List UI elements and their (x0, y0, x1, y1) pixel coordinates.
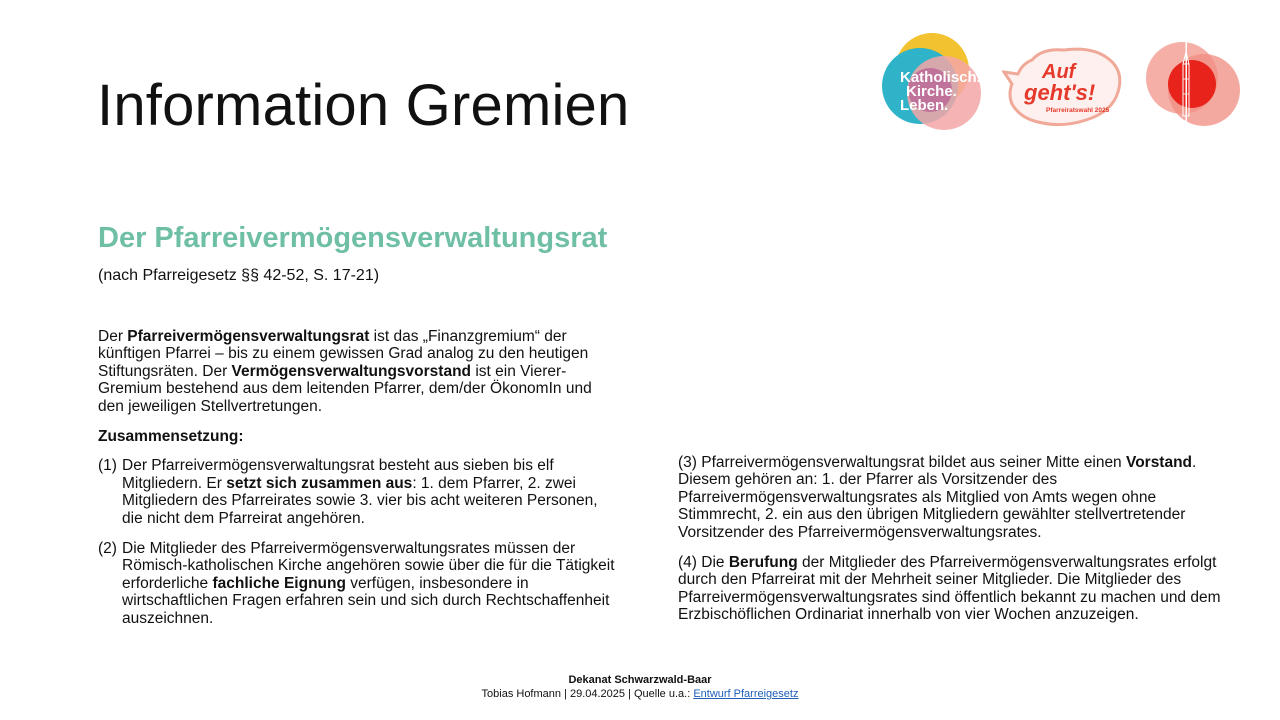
composition-heading: Zusammensetzung: (98, 428, 244, 446)
katholisch-kirche-leben-logo (880, 30, 990, 138)
list-item: (2) Die Mitglieder des Pfarreivermögensverwaltungsrates müssen der Römisch-katholischen Kirche angehören sowie über die für die Tätigkeit erforderliche fachliche Eignung verfügen, insbesondere in wirtschaftlichen Fragen erfahren sein und sich durch Rechtschaffenheit auszeichnen. (98, 540, 615, 627)
left-column (98, 328, 618, 640)
right-column (678, 454, 1228, 637)
svg-text:Katholisch.: Katholisch. (900, 69, 981, 86)
footer-meta: Tobias Hofmann | 29.04.2025 | Quelle u.a.: Entwurf Pfarreigesetz (481, 688, 799, 700)
footer-org: Dekanat Schwarzwald-Baar (568, 674, 712, 686)
svg-text:Kirche.: Kirche. (906, 83, 957, 100)
section-subtitle: Der Pfarreivermögensverwaltungsrat (98, 222, 608, 254)
source-reference: (nach Pfarreigesetz §§ 42-52, S. 17-21) (98, 267, 380, 284)
slide-title: Information Gremien (97, 73, 630, 138)
source-link[interactable]: Entwurf Pfarreigesetz (693, 688, 799, 700)
list-item: (3) Pfarreivermögensverwaltungsrat bildet aus seiner Mitte einen Vorstand. Diesem gehören an: 1. der Pfarrer als Vorsitzender des Pfarreivermögensverwaltungsrates als Mitglied von Amts wegen ohne Stimmrecht, 2. ein aus den übrigen Mitgliedern gewählter stellvertretender Vorsitzender des Pfarreivermögensverwaltungsrates. (678, 454, 1197, 541)
logo-group (880, 30, 1250, 140)
svg-text:geht's!: geht's! (1024, 80, 1096, 105)
svg-text:Leben.: Leben. (900, 97, 949, 114)
list-item: (4) Die Berufung der Mitglieder des Pfarreivermögensverwaltungsrates erfolgt durch den Pfarreirat mit der Mehrheit seiner Mitglieder. Die Mitglieder des Pfarreivermögensverwaltungsrates sind öffentlich bekannt zu machen und dem Erzbischöflichen Ordinariat innerhalb von vier Wochen anzuzeigen. (678, 554, 1221, 624)
slide-footer (0, 673, 1280, 701)
church-circles-logo (1142, 34, 1250, 140)
auf-gehts-logo (1002, 42, 1127, 134)
svg-text:Pfarreiratswahl 2025: Pfarreiratswahl 2025 (1046, 107, 1110, 114)
list-item: (1) Der Pfarreivermögensverwaltungsrat besteht aus sieben bis elf Mitgliedern. Er setzt sich zusammen aus: 1. dem Pfarrer, 2. zwei Mitgliedern des Pfarreirates sowie 3. vier bis acht weiteren Personen, die nicht dem Pfarreirat angehören. (98, 457, 598, 527)
svg-text:Auf: Auf (1042, 61, 1076, 83)
intro-paragraph: Der Pfarreivermögensverwaltungsrat ist das „Finanzgremium“ der künftigen Pfarrei – bis zu einem gewissen Grad analog zu den heutigen Stiftungsräten. Der Vermögensverwaltungsvorstand ist ein Vierer-Gremium bestehend aus dem leitenden Pfarrer, dem/der ÖkonomIn und den jeweiligen Stellvertretungen. (98, 328, 592, 415)
